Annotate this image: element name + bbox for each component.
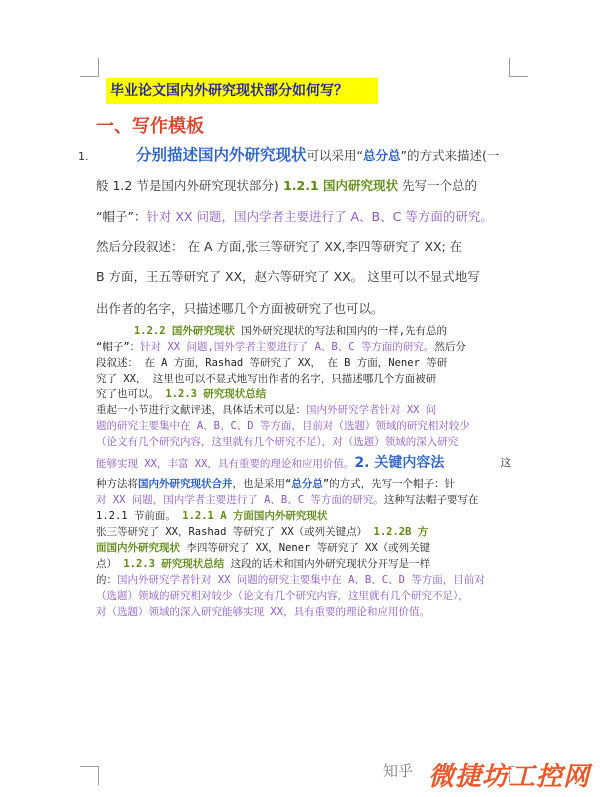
- para-d-line-6: 点） 1.2.3 研究现状总结 这段的话术和国内外研究现状分开写是一样: [96, 558, 431, 570]
- crop-mark-top-left: [80, 58, 99, 77]
- document-title: 毕业论文国内外研究现状部分如何写？: [106, 78, 378, 104]
- crop-mark-bottom-left: [80, 766, 99, 785]
- subheading-1-2-1a: 1.2.1 A 方面国内外研究现状: [182, 510, 328, 522]
- para-a-line-5: B 方面，王五等研究了 XX，赵六等研究了 XX。 这里可以不显式地写: [96, 269, 480, 284]
- zhihu-watermark: 知乎: [383, 762, 414, 780]
- para-b-line-5: 究了也可以。 1.2.3 研究现状总结: [96, 388, 267, 400]
- para-a-line-2: 般 1.2 节是国内外研究现状部分) 1.2.1 国内研究现状 先写一个总的: [96, 178, 477, 193]
- para-c-line-2: 题的研究主要集中在 A、B、C、D 等方面，目前对（选题）领域的研究相对较少: [96, 420, 470, 432]
- para-d-line-1: 种方法将国内外研究现状合并，也是采用“总分总”的方式，先写一个帽子：针: [96, 478, 456, 490]
- para-d-line-5: 面国内外研究现状 李四等研究了 XX，Nener 等研究了 XX（或列关键: [96, 542, 431, 554]
- para-d-line-3: 1.2.1 节前面。 1.2.1 A 方面国内外研究现状: [96, 510, 328, 522]
- subheading-1-2-3-summary: 1.2.3 研究现状总结: [123, 558, 225, 570]
- heading-key-content-method: 2. 关键内容法: [354, 455, 445, 471]
- section-heading-writing-template: 一、写作模板: [96, 116, 204, 137]
- para-b-line-1: 1.2.2 国外研究现状 国外研究现状的写法和国内的一样,先有总的: [133, 325, 448, 337]
- para-d-line-8: （选题）领域的研究相对较少（论文有几个研究内容，这里就有几个研究不足），: [96, 590, 469, 602]
- subheading-1-2-2: 1.2.2 国外研究现状: [133, 325, 235, 337]
- para-b-line-3: 段叙述： 在 A 方面，Rashad 等研究了 XX， 在 B 方面，Nener 等研: [96, 357, 448, 369]
- subheading-1-2-2b: 1.2.2B 方: [367, 526, 429, 538]
- list-number: 1.: [78, 150, 89, 163]
- subheading-1-2-1: 1.2.1 国内研究现状: [278, 178, 399, 193]
- para-d-line-4: 张三等研究了 XX，Rashad 等研究了 XX（或列关键点） 1.2.2B 方: [96, 526, 429, 538]
- para-a-line-6: 出作者的名字，只描述哪几个方面被研究了也可以。: [96, 301, 384, 316]
- para-b-line-2: “帽子”：针对 XX 问题,国外学者主要进行了 A、B、C 等方面的研究。然后分: [96, 341, 466, 353]
- para-d-line-7: 的：国内外研究学者针对 XX 问题的研究主要集中在 A、B、C、D 等方面，目前对: [96, 574, 485, 586]
- site-logo-watermark: 微捷坊工控网: [427, 761, 590, 792]
- para-c-line-3: （论文有几个研究内容，这里就有几个研究不足），对（选题）领域的深入研究: [96, 436, 459, 448]
- crop-mark-top-right: [509, 58, 528, 77]
- para-a-line-3: “帽子”：针对 XX 问题，国内学者主要进行了 A、B、C 等方面的研究。: [96, 209, 493, 224]
- subheading-1-2-3: 1.2.3 研究现状总结: [165, 388, 267, 400]
- para-b-line-4: 究了 XX， 这里也可以不显式地写出作者的名字，只描述哪几个方面被研: [96, 373, 437, 385]
- para-d-line-2: 对 XX 问题，国内学者主要进行了 A、B、C 等方面的研究。这种写法帽子要写在: [96, 494, 479, 506]
- para-c-line-4: 能够实现 XX，丰富 XX，具有重要的理论和应用价值。2. 关键内容法 这: [96, 455, 511, 471]
- para-d-line-9: 对（选题）领域的深入研究能够实现 XX，具有重要的理论和应用价值。: [96, 606, 430, 618]
- heading-separate-description: 分别描述国内外研究现状: [136, 146, 307, 164]
- para-a-line-4: 然后分段叙述： 在 A 方面,张三等研究了 XX,李四等研究了 XX; 在: [96, 239, 463, 254]
- para-a-line-1: 分别描述国内外研究现状可以采用“总分总”的方式来描述(一: [136, 146, 500, 164]
- para-c-line-1: 重起一小节进行文献评述，具体话术可以是：国内外研究学者针对 XX 问: [96, 404, 437, 416]
